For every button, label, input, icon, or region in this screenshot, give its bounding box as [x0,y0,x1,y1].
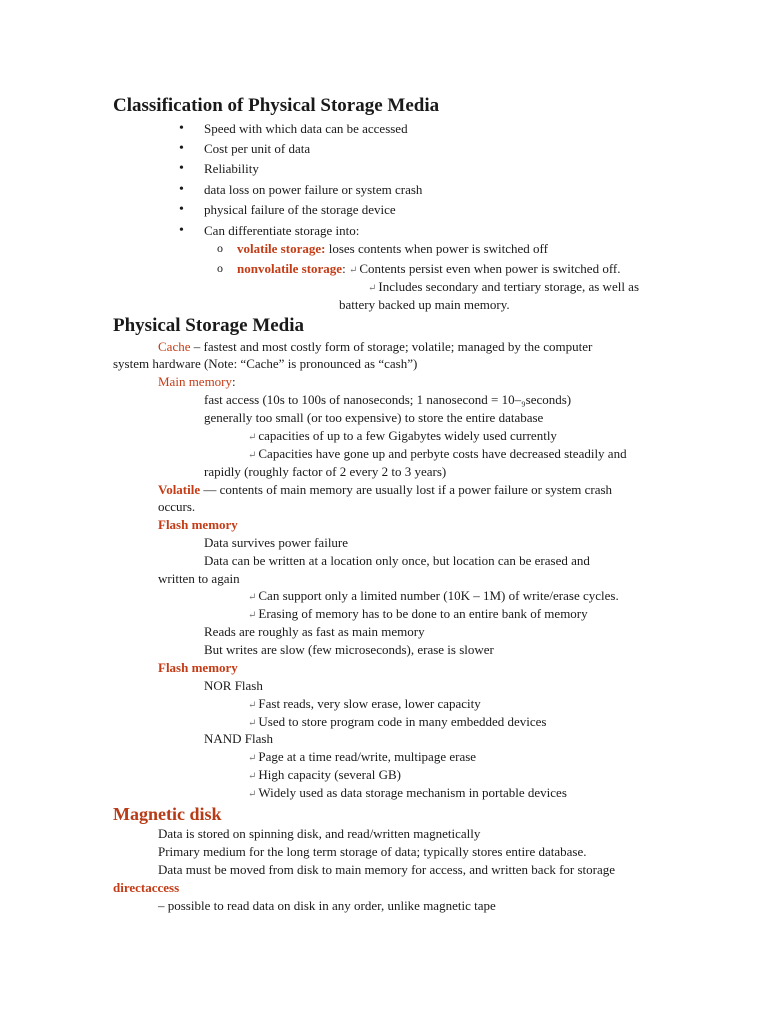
sub-bullet-volatile [237,240,548,257]
flash-line: Reads are roughly as fast as main memory [204,624,425,639]
flash-line: But writes are slow (few microseconds), erase is slower [204,642,494,657]
return-arrow-icon: ↵ [248,753,257,764]
magnetic-line: Data is stored on spinning disk, and read/written magnetically [158,826,481,841]
main-memory-sub [248,445,627,464]
flash-wrap: written to again [158,571,240,586]
nor-flash-sub-text: Fast reads, very slow erase, lower capacity [258,696,481,711]
volatile-paragraph [158,481,612,498]
cache-paragraph [158,338,592,355]
main-memory-sub [248,427,557,446]
return-arrow-icon: ↵ [248,718,257,729]
main-memory-heading [158,373,236,390]
return-arrow-icon: ↵ [248,771,257,782]
nand-flash-sub-text: Page at a time read/write, multipage erase [258,749,477,764]
return-arrow-icon: ↵ [368,283,377,294]
colon-separator: : [232,374,236,389]
bullet-item: • Reliability [204,160,259,177]
nor-flash-sub [248,713,546,732]
term-volatile-storage: volatile storage: [237,241,326,256]
cache-text: – fastest and most costly form of storage; volatile; managed by the computer [190,339,593,354]
nand-flash-label: NAND Flash [204,731,273,746]
sub-bullet-nonvolatile [237,260,621,279]
nand-flash-sub [248,748,476,767]
bullet-item: • data loss on power failure or system crash [204,181,422,198]
magnetic-line: Primary medium for the long term storage of data; typically stores entire database. [158,844,587,859]
nonvolatile-detail-text: Includes secondary and tertiary storage, as well as [378,279,640,294]
direct-access-text: – possible to read data on disk in any order, unlike magnetic tape [158,898,496,913]
nonvolatile-detail-line [368,278,639,297]
main-memory-line: generally too small (or too expensive) to store the entire database [204,410,544,425]
volatile-paragraph-wrap: occurs. [158,499,196,514]
return-arrow-icon: ↵ [348,265,358,276]
term-direct-access: directaccess [113,880,180,895]
cache-paragraph-wrap: system hardware (Note: “Cache” is pronounced as “cash”) [113,356,418,371]
term-nonvolatile-storage: nonvolatile storage [237,261,343,276]
main-memory-sub-text: capacities of up to a few Gigabytes widely used currently [258,428,557,443]
term-volatile: Volatile [158,482,201,497]
flash-sub [248,605,588,624]
return-arrow-icon: ↵ [248,789,257,800]
magnetic-line: Data must be moved from disk to main memory for access, and written back for storage [158,862,616,877]
return-arrow-icon: ↵ [248,610,257,621]
flash-line: Data can be written at a location only once, but location can be erased and [204,553,590,568]
section-title-magnetic-disk: Magnetic disk [113,804,222,824]
volatile-storage-text: loses contents when power is switched off [325,241,548,256]
flash-sub [248,587,619,606]
nor-flash-sub [248,695,481,714]
flash-line: Data survives power failure [204,535,349,550]
bullet-item: • Speed with which data can be accessed [204,120,408,137]
return-arrow-icon: ↵ [248,450,257,461]
flash-sub-text: Can support only a limited number (10K – 1M) of write/erase cycles. [258,588,619,603]
section-title-physical-storage: Physical Storage Media [113,315,305,336]
term-flash-memory: Flash memory [158,517,238,532]
nonvolatile-storage-text: Contents persist even when power is switched off. [359,261,621,276]
bullet-item: • Can differentiate storage into: [204,222,359,239]
flash-sub-text: Erasing of memory has to be done to an entire bank of memory [258,606,588,621]
volatile-text: — contents of main memory are usually lost if a power failure or system crash [200,482,613,497]
main-memory-line: fast access (10s to 100s of nanoseconds; 1 nanosecond = 10–₉seconds) [204,392,572,407]
return-arrow-icon: ↵ [248,700,257,711]
main-memory-wrap: rapidly (roughly factor of 2 every 2 to 3 years) [204,464,447,479]
nor-flash-label: NOR Flash [204,678,263,693]
nand-flash-sub [248,766,401,785]
nand-flash-sub [248,784,567,803]
nor-flash-sub-text: Used to store program code in many embedded devices [258,714,547,729]
nonvolatile-detail-wrap: battery backed up main memory. [339,297,510,312]
nand-flash-sub-text: High capacity (several GB) [258,767,401,782]
bullet-item: • physical failure of the storage device [204,201,396,218]
term-flash-memory-2: Flash memory [158,660,238,675]
colon-separator: : [342,261,349,276]
return-arrow-icon: ↵ [248,592,257,603]
return-arrow-icon: ↵ [248,432,257,443]
main-memory-sub-text: Capacities have gone up and perbyte costs have decreased steadily and [258,446,627,461]
term-main-memory: Main memory [158,374,233,389]
term-cache: Cache [158,339,191,354]
nand-flash-sub-text: Widely used as data storage mechanism in portable devices [258,785,567,800]
section-title-classification: Classification of Physical Storage Media [113,95,440,116]
bullet-item: • Cost per unit of data [204,140,310,157]
